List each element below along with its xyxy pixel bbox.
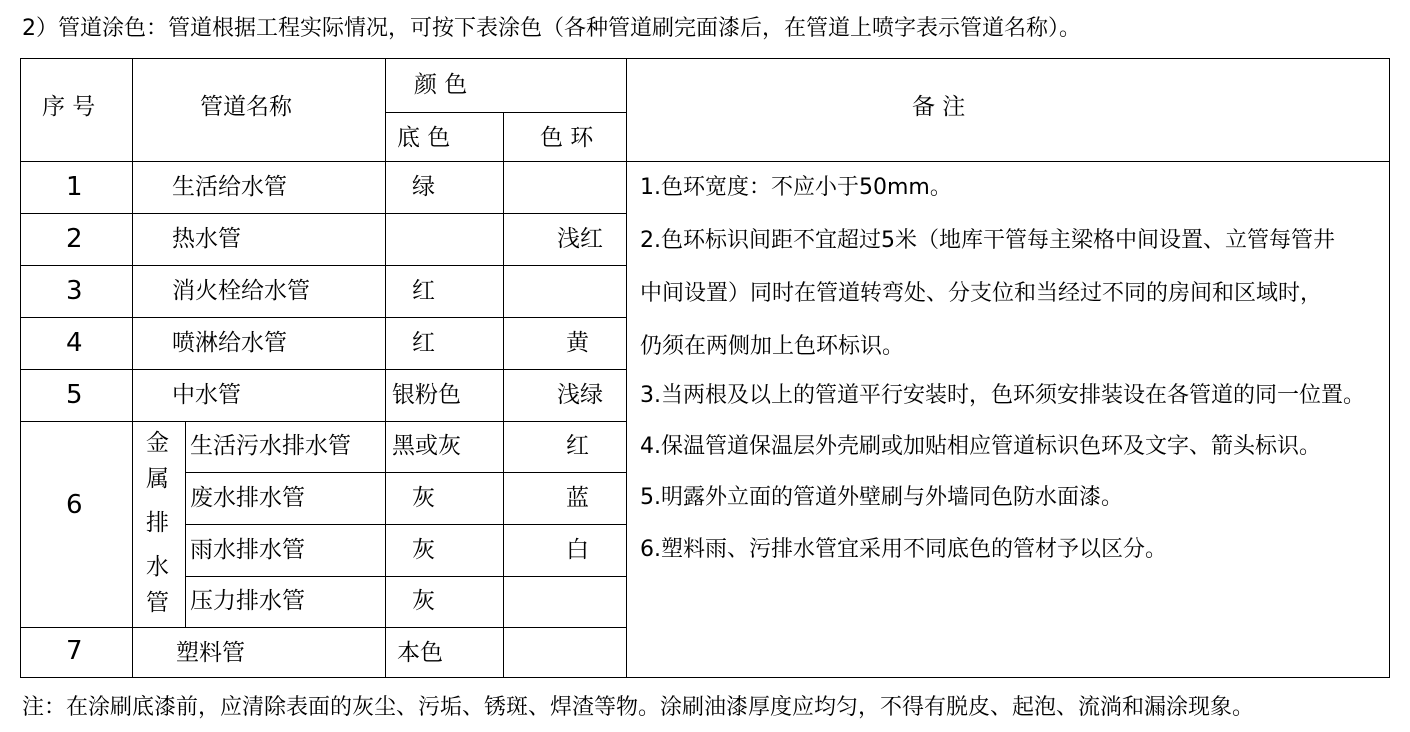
row-ring: 白 <box>566 537 589 563</box>
note-line: 3.当两根及以上的管道平行安装时，色环须安排装设在各管道的同一位置。 <box>640 383 1365 408</box>
row-base: 红 <box>412 330 435 356</box>
row-no: 4 <box>66 328 83 358</box>
row-sep <box>20 265 627 266</box>
page-title: 2）管道涂色：管道根据工程实际情况，可按下表涂色（各种管道刷完面漆后，在管道上喷字表示管道名称）。 <box>22 16 1082 41</box>
row-name: 生活污水排水管 <box>190 433 351 459</box>
note-line: 仍须在两侧加上色环标识。 <box>640 334 905 359</box>
row-sep <box>185 472 627 473</box>
row-sep <box>185 576 627 577</box>
row-name: 热水管 <box>172 226 241 252</box>
row-base: 灰 <box>412 588 435 614</box>
header-base: 底 色 <box>397 125 451 151</box>
row-ring: 浅红 <box>557 226 603 252</box>
row-sep <box>20 213 627 214</box>
row-ring: 红 <box>566 433 589 459</box>
note-line: 2.色环标识间距不宜超过5米（地库干管每主梁格中间设置、立管每管井 <box>640 228 1335 253</box>
header-seq: 序 号 <box>42 94 96 120</box>
row-sep <box>185 524 627 525</box>
header-remark: 备 注 <box>912 94 966 120</box>
group6-category-char: 属 <box>146 466 169 492</box>
row-name: 塑料管 <box>176 640 245 666</box>
col-sep-color <box>626 58 627 678</box>
note-line: 4.保温管道保温层外壳刷或加贴相应管道标识色环及文字、箭头标识。 <box>640 434 1321 459</box>
row-ring: 蓝 <box>566 485 589 511</box>
group6-category-char: 金 <box>146 430 169 456</box>
col-sep-seq <box>132 58 133 678</box>
row-no: 5 <box>66 380 83 410</box>
row-ring: 浅绿 <box>557 382 603 408</box>
group6-category-char: 排 <box>146 510 169 536</box>
row-ring: 黄 <box>566 330 589 356</box>
group6-category-char: 水 <box>146 554 169 580</box>
row-name: 压力排水管 <box>190 588 305 614</box>
note-line: 中间设置）同时在管道转弯处、分支位和当经过不同的房间和区域时， <box>640 281 1323 306</box>
row-sep <box>20 421 627 422</box>
row-name: 消火栓给水管 <box>172 278 310 304</box>
row-no: 7 <box>66 636 83 666</box>
table-border-top <box>20 58 1390 59</box>
table-border-right <box>1389 58 1390 678</box>
header-name: 管道名称 <box>200 94 292 120</box>
row-sep <box>20 369 627 370</box>
row-base: 灰 <box>412 537 435 563</box>
col-sep-base <box>503 112 504 678</box>
row-no: 3 <box>66 276 83 306</box>
row-name: 喷淋给水管 <box>172 330 287 356</box>
row-name: 雨水排水管 <box>190 537 305 563</box>
row-base: 绿 <box>412 174 435 200</box>
row-base: 红 <box>412 278 435 304</box>
header-ring: 色 环 <box>540 125 594 151</box>
note-line: 6.塑料雨、污排水管宜采用不同底色的管材予以区分。 <box>640 537 1167 562</box>
row-sep <box>20 317 627 318</box>
row-no: 6 <box>66 490 83 520</box>
header-color: 颜 色 <box>414 72 468 98</box>
table-border-bottom <box>20 677 1390 678</box>
row-no: 2 <box>66 224 83 254</box>
row-name: 生活给水管 <box>172 174 287 200</box>
row-no: 1 <box>66 172 83 202</box>
group6-category-char: 管 <box>146 590 169 616</box>
row-name: 废水排水管 <box>190 485 305 511</box>
note-line: 5.明露外立面的管道外壁刷与外墙同色防水面漆。 <box>640 485 1123 510</box>
row-sep <box>20 627 627 628</box>
footer-note: 注：在涂刷底漆前，应清除表面的灰尘、污垢、锈斑、焊渣等物。涂刷油漆厚度应均匀，不得有脱皮、起泡、流淌和漏涂现象。 <box>22 695 1255 720</box>
row-base: 灰 <box>412 485 435 511</box>
row-base: 黑或灰 <box>392 433 461 459</box>
col-sep-name <box>385 58 386 678</box>
note-line: 1.色环宽度：不应小于50mm。 <box>640 175 952 200</box>
hdr-bottom-line <box>20 161 1390 162</box>
row-base: 银粉色 <box>392 382 461 408</box>
row-base: 本色 <box>397 640 443 666</box>
table-border-left <box>20 58 21 678</box>
row-name: 中水管 <box>172 382 241 408</box>
hdr-color-sep <box>385 112 627 113</box>
